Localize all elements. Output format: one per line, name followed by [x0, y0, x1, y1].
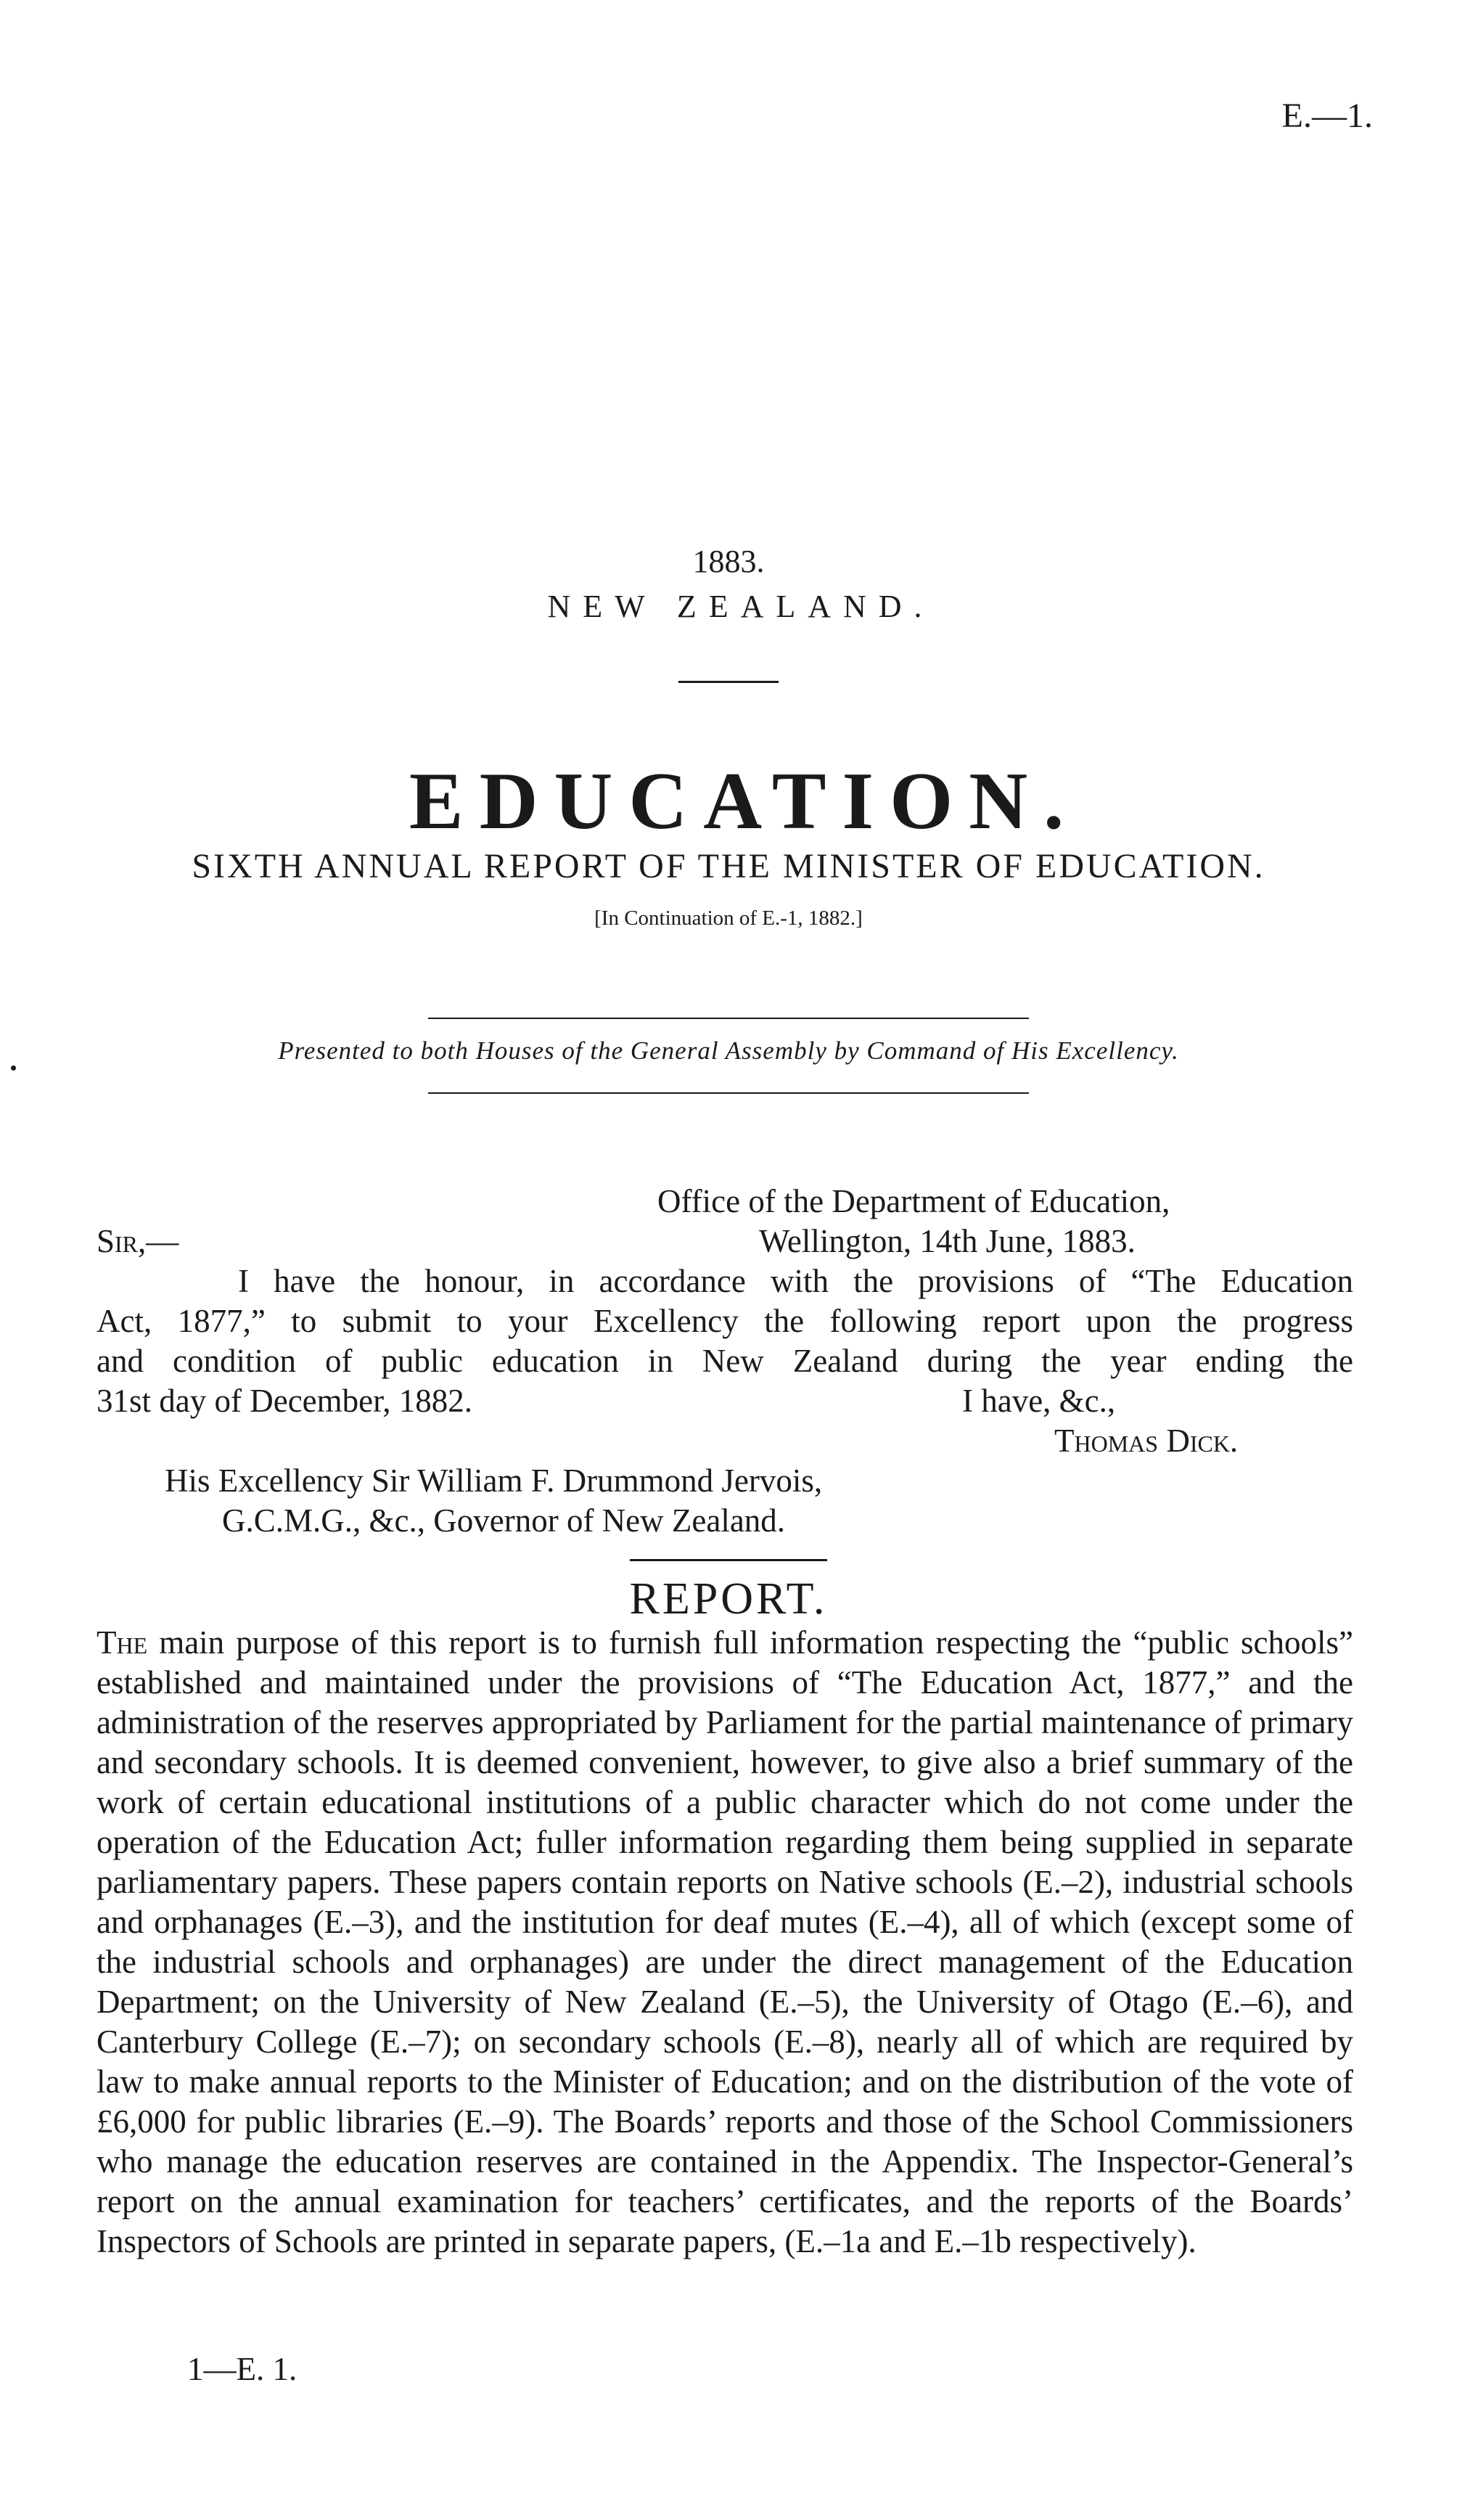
addressee-line-1: His Excellency Sir William F. Drummond Jervois,: [165, 1462, 823, 1499]
letter-line-3: and condition of public education in New Zealand during the year ending the: [97, 1343, 1353, 1379]
divider-presented-bottom: [428, 1092, 1029, 1094]
place-date: Wellington, 14th June, 1883.: [759, 1223, 1136, 1259]
page-number: E.—1.: [1281, 97, 1373, 135]
paragraph-lead: The: [97, 1624, 148, 1661]
letter-line-4: 31st day of December, 1882.: [97, 1383, 473, 1419]
letter-line-1: I have the honour, in accordance with the provisions of “The Education: [238, 1263, 1353, 1299]
letter-closing: I have, &c.,: [962, 1383, 1116, 1419]
letter-line-2: Act, 1877,” to submit to your Excellency the following report upon the progress: [97, 1303, 1353, 1339]
signature: Thomas Dick.: [1054, 1423, 1239, 1459]
divider-presented-top: [428, 1018, 1029, 1019]
report-paragraph: [97, 1623, 1353, 2262]
document-subtitle: SIXTH ANNUAL REPORT OF THE MINISTER OF EDUCATION.: [192, 847, 1265, 885]
continuation-note: [In Continuation of E.-1, 1882.]: [594, 907, 863, 930]
divider-short: [678, 681, 779, 683]
divider-report: [630, 1559, 827, 1561]
report-heading: REPORT.: [629, 1574, 828, 1624]
salutation: Sir,—: [97, 1223, 179, 1259]
report-year: 1883.: [692, 544, 765, 579]
margin-dot: [11, 1065, 16, 1071]
document-title: EDUCATION.: [409, 756, 1080, 846]
paragraph-body: main purpose of this report is to furnish full information respecting the “public schools” established and maintained under the provisions of “The Education Act, 1877,” and the administration of the reserves appropriated by Parliament for the partial maintenance of primary and secondary schools. It is deemed convenient, however, to give also a brief summary of the work of certain educational institutions of a public character which do not come under the operation of the Education Act; fuller information regarding them being supplied in separate parliamentary papers. These papers contain reports on Native schools (E.–2), industrial schools and orphanages (E.–3), and the institution for deaf mutes (E.–4), all of which (except some of the industrial schools and orphanages) are under the direct management of the Education Department; on the University of New Zealand (E.–5), the University of Otago (E.–6), and Canterbury College (E.–7); on secondary schools (E.–8), nearly all of which are required by law to make annual reports to the Minister of Education; and on the distribution of the vote of £6,000 for public libraries (E.–9). The Boards’ reports and those of the School Commissioners who manage the education reserves are contained in the Appendix. The Inspector-General’s report on the annual examination for teachers’ certificates, and the reports of the Boards’ Inspectors of Schools are printed in separate papers, (E.–1a and E.–1b respectively).: [97, 1624, 1353, 2259]
office-line: Office of the Department of Education,: [657, 1183, 1170, 1219]
presented-note: Presented to both Houses of the General Assembly by Command of His Excellency.: [278, 1036, 1179, 1065]
addressee-line-2: G.C.M.G., &c., Governor of New Zealand.: [222, 1502, 786, 1539]
country-heading: NEW ZEALAND.: [547, 589, 935, 624]
sheet-mark: 1—E. 1.: [187, 2351, 297, 2387]
